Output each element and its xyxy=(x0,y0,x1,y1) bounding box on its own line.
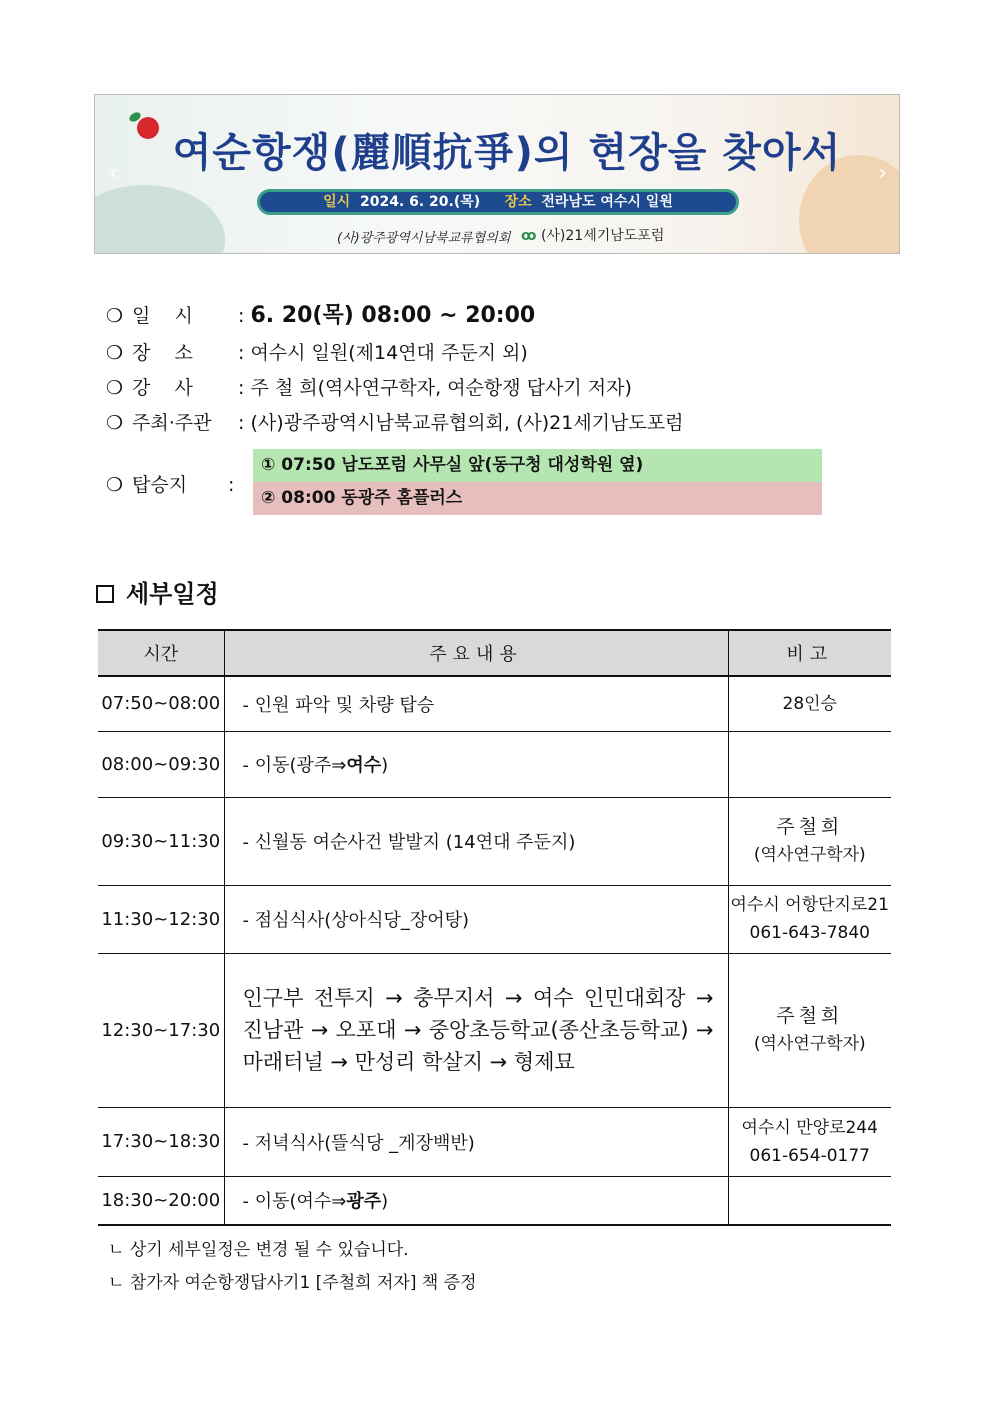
schedule-table xyxy=(98,629,891,1226)
info-place xyxy=(106,338,528,365)
banner-org-2 xyxy=(521,225,664,245)
table-row xyxy=(98,953,891,1107)
content-text: - 이동(광주⇒ xyxy=(242,755,347,776)
colon: : xyxy=(238,412,245,434)
row-content: - 점심식사(상아식당_장어탕) xyxy=(224,885,728,953)
boarding-locations xyxy=(253,449,822,515)
note-line: 주철희 xyxy=(776,1005,844,1027)
boarding-location-1: ① 07:50 남도포럼 사무실 앞(동구청 대성학원 옆) xyxy=(253,449,822,482)
info-lecturer xyxy=(106,373,632,400)
info-label: 주최·주관 xyxy=(132,412,212,434)
table-header-row xyxy=(98,630,891,676)
org-logo-icon: ꝏ xyxy=(521,228,537,244)
row-note xyxy=(728,885,891,953)
info-value: 여수시 일원(제14연대 주둔지 외) xyxy=(250,342,528,364)
row-time: 09:30~11:30 xyxy=(98,797,224,885)
section-title-text: 세부일정 xyxy=(126,580,219,608)
table-row xyxy=(98,1107,891,1176)
note-line: (역사연구학자) xyxy=(753,1034,866,1054)
row-note xyxy=(728,1176,891,1225)
table-row xyxy=(98,676,891,731)
info-label: 강 사 xyxy=(132,377,193,399)
row-time: 11:30~12:30 xyxy=(98,885,224,953)
content-text: ) xyxy=(381,755,389,776)
row-time: 07:50~08:00 xyxy=(98,676,224,731)
note-line: 28인승 xyxy=(782,693,837,714)
square-bullet-icon xyxy=(96,585,114,603)
row-note xyxy=(728,797,891,885)
info-label: 장 소 xyxy=(132,342,193,364)
table-row xyxy=(98,797,891,885)
info-value: 주 철 희(역사연구학자, 여순항쟁 답사기 저자) xyxy=(250,377,632,399)
row-content xyxy=(224,731,728,797)
colon: : xyxy=(238,305,245,327)
footnote-1: ㄴ 상기 세부일정은 변경 될 수 있습니다. xyxy=(108,1240,409,1260)
table-row xyxy=(98,1176,891,1225)
bullet-icon: ❍ xyxy=(106,342,124,364)
org-2-name: (사)21세기남도포럼 xyxy=(540,228,665,244)
note-line: 주철희 xyxy=(776,816,844,838)
info-value: 6. 20(목) 08:00 ~ 20:00 xyxy=(250,303,536,328)
row-time: 18:30~20:00 xyxy=(98,1176,224,1225)
note-line: (역사연구학자) xyxy=(753,845,866,865)
chevron-left-icon[interactable]: ‹ xyxy=(109,161,118,186)
row-note xyxy=(728,676,891,731)
table-row xyxy=(98,885,891,953)
info-label: 탑승지 xyxy=(132,474,188,496)
date-value: 2024. 6. 20.(목) xyxy=(359,194,481,210)
info-datetime xyxy=(106,298,535,329)
footnote-2: ㄴ 참가자 여순항쟁답사기1 [주철희 저자] 책 증정 xyxy=(108,1273,477,1293)
banner-title: 여순항쟁(麗順抗爭)의 현장을 찾아서 xyxy=(172,130,842,176)
content-text: - 이동(여수⇒ xyxy=(242,1191,347,1213)
row-note xyxy=(728,953,891,1107)
content-text: ) xyxy=(381,1191,389,1213)
row-content xyxy=(224,1176,728,1225)
header-note: 비고 xyxy=(728,630,891,676)
row-content: 인구부 전투지 → 충무지서 → 여수 인민대회장 → 진남관 → 오포대 → 중앙초등학교(종산초등학교) → 마래터널 → 만성리 학살지 → 형제묘 xyxy=(224,953,728,1107)
boarding-location-2: ② 08:00 동광주 홈플러스 xyxy=(253,482,822,515)
row-time: 17:30~18:30 xyxy=(98,1107,224,1176)
note-line: 여수시 만양로244 xyxy=(741,1117,878,1138)
bullet-icon: ❍ xyxy=(106,474,124,496)
banner-org-1: (사)광주광역시남북교류협의회 xyxy=(337,231,511,246)
bullet-icon: ❍ xyxy=(106,305,124,327)
header-time: 시간 xyxy=(98,630,224,676)
colon: : xyxy=(238,377,245,399)
section-title xyxy=(96,574,219,609)
banner-date-place xyxy=(257,189,739,215)
note-line: 061-654-0177 xyxy=(749,1145,870,1166)
content-bold: 광주 xyxy=(346,1191,382,1213)
info-value: (사)광주광역시남북교류협의회, (사)21세기남도포럼 xyxy=(250,412,684,434)
date-key: 일시 xyxy=(323,194,351,210)
colon: : xyxy=(228,474,235,496)
note-line: 061-643-7840 xyxy=(749,923,870,943)
colon: : xyxy=(238,342,245,364)
info-boarding xyxy=(106,470,234,497)
row-time: 12:30~17:30 xyxy=(98,953,224,1107)
row-note xyxy=(728,731,891,797)
row-content: - 저녁식사(뜰식당 _게장백반) xyxy=(224,1107,728,1176)
table-row xyxy=(98,731,891,797)
bullet-icon: ❍ xyxy=(106,377,124,399)
chevron-right-icon[interactable]: › xyxy=(878,161,887,186)
row-time: 08:00~09:30 xyxy=(98,731,224,797)
bullet-icon: ❍ xyxy=(106,412,124,434)
content-bold: 여수 xyxy=(346,755,382,776)
place-key: 장소 xyxy=(504,194,532,210)
info-host xyxy=(106,408,683,435)
header-content: 주요내용 xyxy=(224,630,728,676)
note-line: 여수시 어항단지로21 xyxy=(730,895,889,915)
event-banner xyxy=(94,94,900,254)
place-value: 전라남도 여수시 일원 xyxy=(541,194,673,210)
row-content: - 신월동 여순사건 발발지 (14연대 주둔지) xyxy=(224,797,728,885)
banner-decoration xyxy=(94,185,225,254)
info-label: 일 시 xyxy=(132,305,193,327)
row-content: - 인원 파악 및 차량 탑승 xyxy=(224,676,728,731)
row-note xyxy=(728,1107,891,1176)
